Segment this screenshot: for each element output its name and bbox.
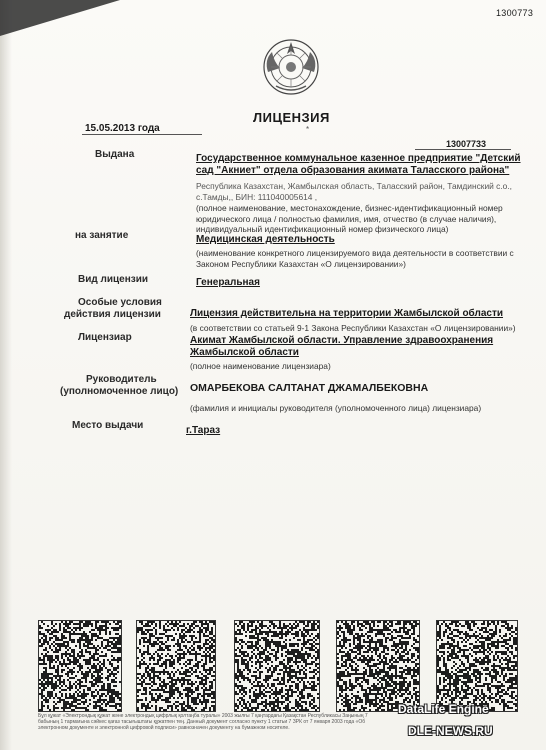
state-emblem-icon	[262, 38, 320, 96]
document-title: ЛИЦЕНЗИЯ	[253, 110, 330, 125]
barcode-5	[436, 620, 518, 712]
special-conditions-note: (в соответствии со статьей 9-1 Закона Республики Казахстан «О лицензировании»)	[190, 323, 516, 333]
scan-edge-shadow	[0, 0, 12, 750]
scan-corner-shadow	[0, 0, 120, 36]
special-conditions-label-2: действия лицензии	[64, 309, 161, 320]
place-value: г.Тараз	[186, 425, 221, 436]
licensor-value: Акимат Жамбылской области. Управление здравоохранения Жамбылской области	[190, 335, 494, 358]
date-underline	[82, 134, 202, 135]
barcode-pattern	[437, 621, 517, 711]
licensor-note: (полное наименование лицензиара)	[190, 361, 331, 371]
activity-label: на занятие	[75, 230, 129, 241]
title-star: *	[306, 125, 310, 134]
barcode-3	[234, 620, 320, 712]
special-conditions-label-1: Особые условия	[78, 297, 162, 308]
issued-to-value: Государственное коммунальное казенное предприятие "Детский сад "Акниет" отдела образования акимата Таласского района"	[196, 153, 521, 176]
top-serial-number: 1300773	[496, 8, 534, 18]
special-conditions-value: Лицензия действительна на территории Жамбылской области	[190, 308, 504, 319]
barcode-row	[38, 620, 518, 712]
licensor-label: Лицензиар	[78, 332, 132, 343]
barcode-4	[336, 620, 420, 712]
head-value: ОМАРБЕКОВА САЛТАНАТ ДЖАМАЛБЕКОВНА	[190, 382, 429, 394]
activity-note: (наименование конкретного лицензируемого вида деятельности в соответствии с Законом Республики Казахстан «О лицензировании»)	[196, 248, 514, 269]
head-label-2: (уполномоченное лицо)	[60, 386, 179, 397]
license-type-value: Генеральная	[196, 277, 260, 288]
license-number: 13007733	[446, 139, 487, 149]
activity-value: Медицинская деятельность	[196, 234, 335, 245]
head-label-1: Руководитель	[86, 374, 157, 385]
license-type-label: Вид лицензии	[78, 274, 149, 285]
issued-to-note: (полное наименование, местонахождение, бизнес-идентификационный номер юридического лица / полностью фамилия, имя, отчество (в случае наличия), индивидуальный идентификационный номер физического лица)	[196, 203, 503, 234]
watermark-line-2: DLE-NEWS.RU	[408, 724, 493, 738]
barcode-1	[38, 620, 122, 712]
number-underline	[415, 149, 511, 150]
barcode-pattern	[337, 621, 419, 711]
barcode-pattern	[235, 621, 319, 711]
place-label: Место выдачи	[72, 420, 144, 431]
barcode-pattern	[39, 621, 121, 711]
barcode-pattern	[137, 621, 215, 711]
issued-to-label: Выдана	[95, 149, 135, 160]
issued-to-address: Республика Казахстан, Жамбылская область, Таласский район, Тамдинский с.о., с.Тамды,, БИН: 111040005614 ,	[196, 181, 512, 202]
footer-legal-text: Бұл құжат «Электрондық құжат және электрондық цифрлық қолтаңба туралы» 2003 жылғы 7 қаңтардағы Қазақстан Республикасы Заңының 7 бабының 1 тармағына сәйкес қағаз тасығыштағы құжатпен тең. Данный документ согласно пункту 1 статьи 7 ЗРК от 7 января 2003 года «Об электронном документе и электронной цифровой подписи» равнозначен документу на бумажном носителе.	[38, 713, 368, 731]
barcode-2	[136, 620, 216, 712]
head-note: (фамилия и инициалы руководителя (уполномоченного лица) лицензиара)	[190, 403, 482, 413]
issue-date: 15.05.2013 года	[85, 123, 160, 134]
watermark-line-1: DataLife Engine	[398, 702, 489, 716]
